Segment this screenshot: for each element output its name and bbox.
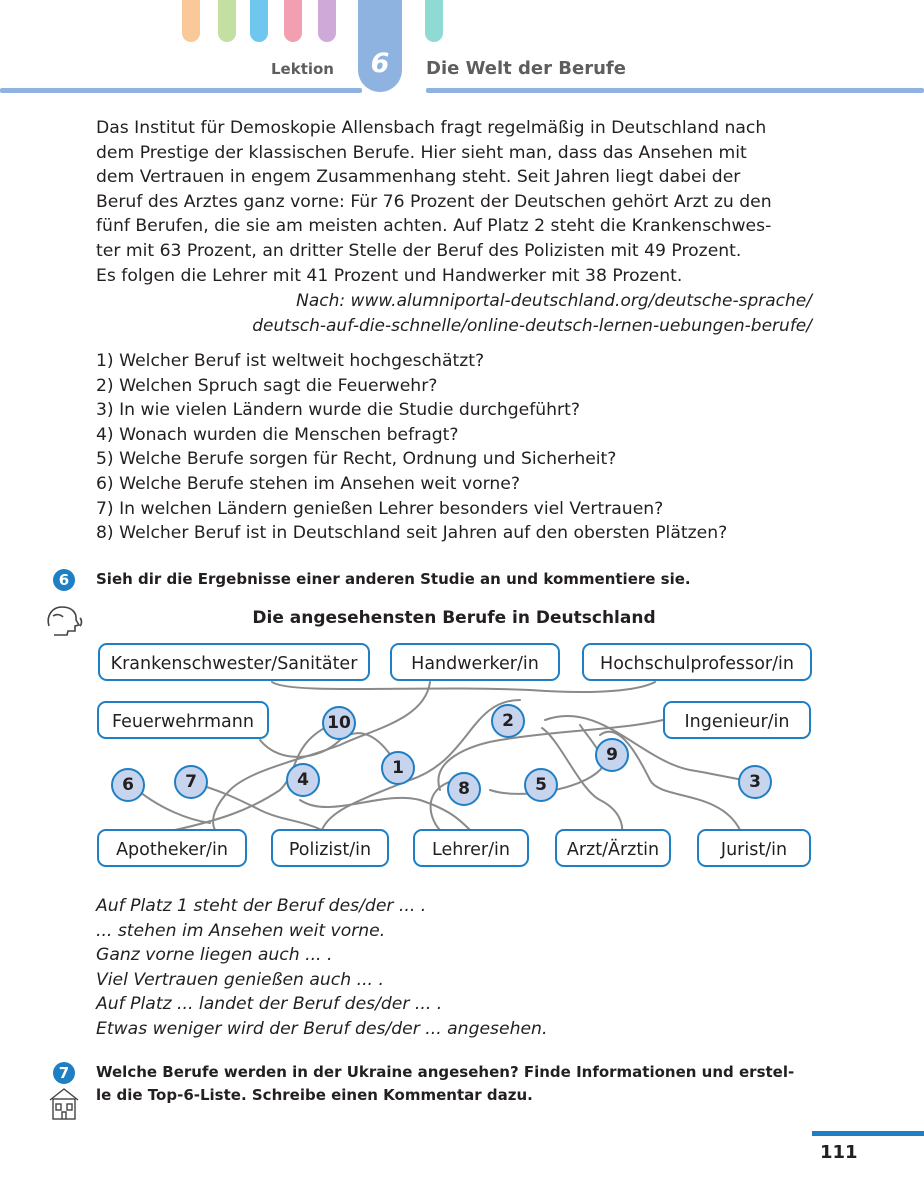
rank-circle: 7: [174, 765, 208, 799]
footer-rule: [812, 1131, 924, 1136]
intro-line: Es folgen die Lehrer mit 41 Prozent und Handwerker mit 38 Prozent.: [96, 265, 683, 286]
question-item: 5) Welche Berufe sorgen für Recht, Ordnung und Sicherheit?: [96, 449, 617, 470]
intro-line: Beruf des Arztes ganz vorne: Für 76 Prozent der Deutschen gehört Arzt zu den: [96, 191, 772, 212]
rank-circle: 9: [595, 738, 629, 772]
question-item: 8) Welcher Beruf ist in Deutschland seit Jahren auf den obersten Plätzen?: [96, 523, 728, 544]
rank-circle: 8: [447, 772, 481, 806]
source-line-2: deutsch-auf-die-schnelle/online-deutsch-lernen-uebungen-berufe/: [252, 316, 812, 336]
job-arzt: Arzt/Ärztin: [555, 829, 671, 867]
job-hochschulprofessor: Hochschulprofessor/in: [582, 643, 812, 681]
job-polizist: Polizist/in: [271, 829, 389, 867]
lektion-label: Lektion: [270, 60, 334, 78]
lesson-number: 6: [370, 48, 390, 79]
rank-circle: 10: [322, 706, 356, 740]
intro-line: ter mit 63 Prozent, an dritter Stelle der Beruf des Polizisten mit 49 Prozent.: [96, 240, 742, 261]
phrase-item: Auf Platz 1 steht der Beruf des/der ... .: [96, 896, 427, 916]
phrase-item: Auf Platz ... landet der Beruf des/der ... .: [96, 994, 443, 1015]
job-krankenschwester: Krankenschwester/Sanitäter: [98, 643, 370, 681]
question-item: 3) In wie vielen Ländern wurde die Studie durchgeführt?: [96, 400, 580, 421]
question-item: 1) Welcher Beruf ist weltweit hochgeschätzt?: [96, 351, 485, 371]
intro-line: dem Vertrauen in engem Zusammenhang steht. Seit Jahren liegt dabei der: [96, 167, 741, 188]
task-6-number: 6: [53, 569, 75, 591]
rank-circle: 1: [381, 751, 415, 785]
page-number: 111: [820, 1142, 858, 1163]
intro-line: Das Institut für Demoskopie Allensbach fragt regelmäßig in Deutschland nach: [96, 118, 767, 138]
task-7-line-1: Welche Berufe werden in der Ukraine angesehen? Finde Informationen und erstel-: [96, 1063, 795, 1081]
phrase-item: ... stehen im Ansehen weit vorne.: [96, 920, 386, 941]
source-line-1: Nach: www.alumniportal-deutschland.org/deutsche-sprache/: [296, 291, 812, 311]
job-ingenieur: Ingenieur/in: [663, 701, 811, 739]
rank-circle: 6: [111, 768, 145, 802]
task-7-line-2: le die Top-6-Liste. Schreibe einen Kommentar dazu.: [96, 1086, 533, 1104]
question-item: 7) In welchen Ländern genießen Lehrer besonders viel Vertrauen?: [96, 498, 664, 519]
job-jurist: Jurist/in: [697, 829, 811, 867]
chart-title: Die angesehensten Berufe in Deutschland: [252, 608, 656, 628]
intro-line: dem Prestige der klassischen Berufe. Hier sieht man, dass das Ansehen mit: [96, 142, 747, 163]
rank-circle: 2: [491, 704, 525, 738]
phrase-list: [96, 894, 547, 1042]
rank-circle: 5: [524, 768, 558, 802]
task-7-number: 7: [53, 1062, 75, 1084]
intro-line: fünf Berufen, die sie am meisten achten. Auf Platz 2 steht die Krankenschwes-: [96, 216, 772, 237]
page-title: Die Welt der Berufe: [426, 58, 626, 79]
rank-circle: 3: [738, 765, 772, 799]
question-item: 4) Wonach wurden die Menschen befragt?: [96, 424, 459, 445]
question-item: 6) Welche Berufe stehen im Ansehen weit vorne?: [96, 473, 520, 494]
job-apotheker: Apotheker/in: [97, 829, 247, 867]
job-feuerwehrmann: Feuerwehrmann: [97, 701, 269, 739]
phrase-item: Viel Vertrauen genießen auch ... .: [96, 969, 384, 990]
question-item: 2) Welchen Spruch sagt die Feuerwehr?: [96, 375, 438, 396]
job-lehrer: Lehrer/in: [413, 829, 529, 867]
phrase-item: Etwas weniger wird der Beruf des/der ... angesehen.: [96, 1018, 548, 1039]
phrase-item: Ganz vorne liegen auch ... .: [96, 945, 333, 966]
job-handwerker: Handwerker/in: [390, 643, 560, 681]
task-6-instruction: Sieh dir die Ergebnisse einer anderen Studie an und kommentiere sie.: [96, 570, 691, 588]
rank-circle: 4: [286, 763, 320, 797]
